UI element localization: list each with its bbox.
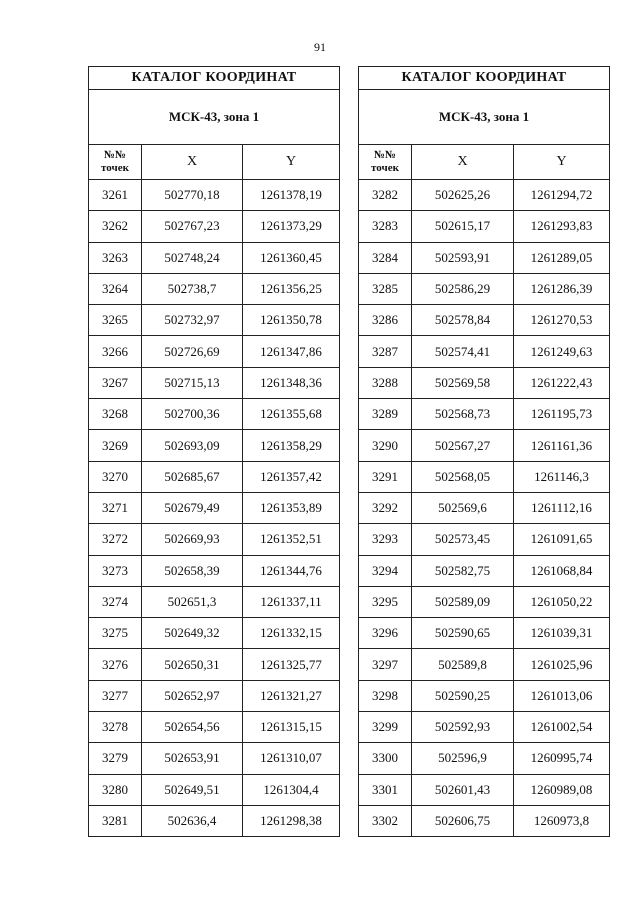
y-coordinate-cell: 1261050,22	[514, 586, 610, 617]
y-coordinate-cell: 1261298,38	[243, 805, 340, 836]
table-row	[359, 586, 610, 617]
table-row	[89, 461, 340, 492]
x-coordinate-cell: 502568,05	[412, 461, 514, 492]
point-number-cell: 3272	[89, 524, 142, 555]
point-number-cell: 3279	[89, 743, 142, 774]
table-row	[359, 180, 610, 211]
y-coordinate-cell: 1261350,78	[243, 305, 340, 336]
y-coordinate-cell: 1261294,72	[514, 180, 610, 211]
y-coordinate-cell: 1261353,89	[243, 492, 340, 523]
point-number-cell: 3276	[89, 649, 142, 680]
x-coordinate-cell: 502615,17	[412, 211, 514, 242]
page-number: 91	[314, 40, 326, 54]
x-coordinate-cell: 502569,58	[412, 367, 514, 398]
x-coordinate-cell: 502590,25	[412, 680, 514, 711]
y-coordinate-cell: 1261195,73	[514, 399, 610, 430]
y-coordinate-cell: 1261356,25	[243, 273, 340, 304]
point-number-cell: 3281	[89, 805, 142, 836]
x-coordinate-cell: 502574,41	[412, 336, 514, 367]
point-number-cell: 3261	[89, 180, 142, 211]
coordinate-system-subtitle: МСК-43, зона 1	[359, 90, 610, 145]
point-number-cell: 3286	[359, 305, 412, 336]
y-coordinate-cell: 1261348,36	[243, 367, 340, 398]
y-coordinate-cell: 1261025,96	[514, 649, 610, 680]
y-coordinate-cell: 1261249,63	[514, 336, 610, 367]
y-coordinate-cell: 1261332,15	[243, 618, 340, 649]
x-coordinate-cell: 502601,43	[412, 774, 514, 805]
x-coordinate-cell: 502685,67	[142, 461, 243, 492]
point-number-cell: 3298	[359, 680, 412, 711]
x-coordinate-cell: 502738,7	[142, 273, 243, 304]
x-coordinate-cell: 502569,6	[412, 492, 514, 523]
y-coordinate-cell: 1261352,51	[243, 524, 340, 555]
table-row	[359, 211, 610, 242]
table-row	[89, 211, 340, 242]
y-coordinate-cell: 1261304,4	[243, 774, 340, 805]
y-coordinate-cell: 1261310,07	[243, 743, 340, 774]
x-coordinate-cell: 502651,3	[142, 586, 243, 617]
y-coordinate-cell: 1261146,3	[514, 461, 610, 492]
table-row	[89, 242, 340, 273]
table-row	[359, 492, 610, 523]
y-coordinate-cell: 1261112,16	[514, 492, 610, 523]
y-coordinate-cell: 1261337,11	[243, 586, 340, 617]
y-coordinate-cell: 1261293,83	[514, 211, 610, 242]
y-coordinate-cell: 1261347,86	[243, 336, 340, 367]
point-number-cell: 3293	[359, 524, 412, 555]
x-coordinate-cell: 502578,84	[412, 305, 514, 336]
y-coordinate-cell: 1261286,39	[514, 273, 610, 304]
y-coordinate-cell: 1261222,43	[514, 367, 610, 398]
y-coordinate-cell: 1261002,54	[514, 712, 610, 743]
y-coordinate-cell: 1261039,31	[514, 618, 610, 649]
x-coordinate-cell: 502589,8	[412, 649, 514, 680]
point-number-cell: 3267	[89, 367, 142, 398]
table-row	[359, 524, 610, 555]
y-coordinate-cell: 1261321,27	[243, 680, 340, 711]
table-row	[359, 399, 610, 430]
point-number-cell: 3297	[359, 649, 412, 680]
x-coordinate-cell: 502586,29	[412, 273, 514, 304]
y-coordinate-cell: 1261091,65	[514, 524, 610, 555]
catalog-title: КАТАЛОГ КООРДИНАТ	[359, 67, 610, 90]
point-number-cell: 3278	[89, 712, 142, 743]
table-row	[359, 743, 610, 774]
table-row	[89, 524, 340, 555]
point-number-cell: 3295	[359, 586, 412, 617]
point-number-cell: 3268	[89, 399, 142, 430]
table-row	[359, 774, 610, 805]
y-coordinate-cell: 1261315,15	[243, 712, 340, 743]
point-number-cell: 3287	[359, 336, 412, 367]
table-row	[359, 805, 610, 836]
x-coordinate-cell: 502726,69	[142, 336, 243, 367]
table-row	[89, 618, 340, 649]
point-number-cell: 3269	[89, 430, 142, 461]
coordinate-system-subtitle: МСК-43, зона 1	[89, 90, 340, 145]
y-coordinate-cell: 1261357,42	[243, 461, 340, 492]
x-coordinate-cell: 502693,09	[142, 430, 243, 461]
table-row	[89, 367, 340, 398]
point-number-cell: 3285	[359, 273, 412, 304]
x-coordinate-cell: 502649,32	[142, 618, 243, 649]
y-coordinate-cell: 1261289,05	[514, 242, 610, 273]
y-coordinate-cell: 1260989,08	[514, 774, 610, 805]
point-number-cell: 3275	[89, 618, 142, 649]
y-coordinate-cell: 1260973,8	[514, 805, 610, 836]
point-number-cell: 3288	[359, 367, 412, 398]
catalog-title: КАТАЛОГ КООРДИНАТ	[89, 67, 340, 90]
x-column-header: X	[412, 145, 514, 180]
point-number-cell: 3290	[359, 430, 412, 461]
table-row	[89, 273, 340, 304]
table-row	[359, 430, 610, 461]
table-row	[359, 618, 610, 649]
point-number-cell: 3284	[359, 242, 412, 273]
x-coordinate-cell: 502573,45	[412, 524, 514, 555]
x-column-header: X	[142, 145, 243, 180]
point-number-header: №№ точек	[89, 145, 142, 180]
table-row	[359, 555, 610, 586]
y-coordinate-cell: 1261373,29	[243, 211, 340, 242]
table-body	[89, 180, 340, 837]
table-row	[89, 805, 340, 836]
point-number-cell: 3264	[89, 273, 142, 304]
y-coordinate-cell: 1261378,19	[243, 180, 340, 211]
table-row	[359, 680, 610, 711]
point-number-cell: 3274	[89, 586, 142, 617]
y-column-header: Y	[243, 145, 340, 180]
point-number-cell: 3265	[89, 305, 142, 336]
point-number-cell: 3277	[89, 680, 142, 711]
table-row	[89, 712, 340, 743]
x-coordinate-cell: 502669,93	[142, 524, 243, 555]
point-number-cell: 3270	[89, 461, 142, 492]
point-number-cell: 3292	[359, 492, 412, 523]
x-coordinate-cell: 502700,36	[142, 399, 243, 430]
table-row	[359, 336, 610, 367]
point-number-cell: 3296	[359, 618, 412, 649]
x-coordinate-cell: 502592,93	[412, 712, 514, 743]
point-number-cell: 3266	[89, 336, 142, 367]
point-number-cell: 3263	[89, 242, 142, 273]
table-row	[89, 743, 340, 774]
point-number-cell: 3291	[359, 461, 412, 492]
table-row	[89, 305, 340, 336]
point-number-cell: 3280	[89, 774, 142, 805]
x-coordinate-cell: 502654,56	[142, 712, 243, 743]
table-row	[89, 492, 340, 523]
x-coordinate-cell: 502568,73	[412, 399, 514, 430]
x-coordinate-cell: 502770,18	[142, 180, 243, 211]
table-row	[359, 305, 610, 336]
x-coordinate-cell: 502679,49	[142, 492, 243, 523]
x-coordinate-cell: 502593,91	[412, 242, 514, 273]
x-coordinate-cell: 502567,27	[412, 430, 514, 461]
x-coordinate-cell: 502652,97	[142, 680, 243, 711]
y-coordinate-cell: 1261358,29	[243, 430, 340, 461]
x-coordinate-cell: 502590,65	[412, 618, 514, 649]
point-number-cell: 3262	[89, 211, 142, 242]
coordinate-catalog-right	[358, 66, 610, 837]
table-row	[89, 180, 340, 211]
x-coordinate-cell: 502715,13	[142, 367, 243, 398]
x-coordinate-cell: 502625,26	[412, 180, 514, 211]
table-row	[89, 336, 340, 367]
point-number-cell: 3294	[359, 555, 412, 586]
table-body	[359, 180, 610, 837]
point-number-cell: 3271	[89, 492, 142, 523]
table-row	[359, 242, 610, 273]
coordinate-catalog-left	[88, 66, 340, 837]
table-row	[89, 586, 340, 617]
y-coordinate-cell: 1261161,36	[514, 430, 610, 461]
table-row	[89, 430, 340, 461]
point-number-cell: 3283	[359, 211, 412, 242]
table-row	[89, 649, 340, 680]
x-coordinate-cell: 502589,09	[412, 586, 514, 617]
x-coordinate-cell: 502732,97	[142, 305, 243, 336]
y-column-header: Y	[514, 145, 610, 180]
point-number-cell: 3302	[359, 805, 412, 836]
table-row	[359, 367, 610, 398]
x-coordinate-cell: 502606,75	[412, 805, 514, 836]
x-coordinate-cell: 502636,4	[142, 805, 243, 836]
y-coordinate-cell: 1261013,06	[514, 680, 610, 711]
y-coordinate-cell: 1261270,53	[514, 305, 610, 336]
point-number-cell: 3299	[359, 712, 412, 743]
x-coordinate-cell: 502767,23	[142, 211, 243, 242]
table-row	[89, 399, 340, 430]
table-row	[359, 649, 610, 680]
x-coordinate-cell: 502658,39	[142, 555, 243, 586]
x-coordinate-cell: 502748,24	[142, 242, 243, 273]
point-number-cell: 3300	[359, 743, 412, 774]
point-number-header: №№ точек	[359, 145, 412, 180]
table-row	[359, 712, 610, 743]
table-row	[89, 680, 340, 711]
table-row	[359, 273, 610, 304]
point-number-cell: 3273	[89, 555, 142, 586]
point-number-cell: 3301	[359, 774, 412, 805]
x-coordinate-cell: 502653,91	[142, 743, 243, 774]
x-coordinate-cell: 502582,75	[412, 555, 514, 586]
point-number-cell: 3282	[359, 180, 412, 211]
y-coordinate-cell: 1261344,76	[243, 555, 340, 586]
x-coordinate-cell: 502596,9	[412, 743, 514, 774]
y-coordinate-cell: 1261325,77	[243, 649, 340, 680]
x-coordinate-cell: 502649,51	[142, 774, 243, 805]
point-number-cell: 3289	[359, 399, 412, 430]
x-coordinate-cell: 502650,31	[142, 649, 243, 680]
table-row	[89, 774, 340, 805]
y-coordinate-cell: 1260995,74	[514, 743, 610, 774]
table-row	[359, 461, 610, 492]
y-coordinate-cell: 1261360,45	[243, 242, 340, 273]
y-coordinate-cell: 1261068,84	[514, 555, 610, 586]
table-row	[89, 555, 340, 586]
y-coordinate-cell: 1261355,68	[243, 399, 340, 430]
